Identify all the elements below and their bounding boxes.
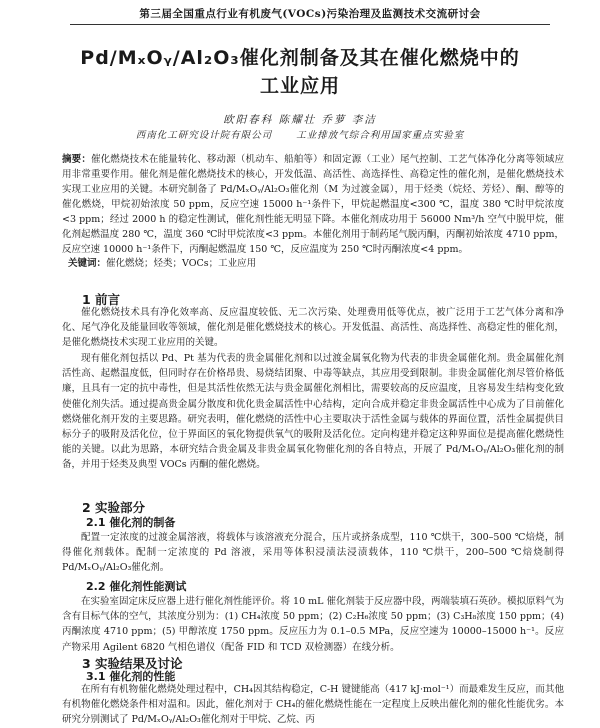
abstract: [62, 152, 564, 257]
running-header: 第三届全国重点行业有机废气(VOCs)污染治理及监测技术交流研讨会: [70, 6, 550, 25]
section-1-heading: 1 前言: [82, 292, 121, 307]
paper-title: [30, 44, 570, 100]
paper-title-line-2: 工业应用: [259, 75, 340, 97]
section-3-1-heading: 3.1 催化剂的性能: [86, 670, 176, 683]
keywords-label: 关键词：: [68, 258, 107, 269]
section-3-heading: 3 实验结果及讨论: [82, 656, 183, 671]
section-2-heading: 2 实验部分: [82, 500, 146, 515]
section-2-1-heading: 2.1 催化剂的制备: [86, 516, 176, 529]
affiliation-1: 西南化工研究设计院有限公司: [135, 130, 273, 141]
section-2-2-paragraph: 在实验室固定床反应器上进行催化剂性能评价。将 10 mL 催化剂装于反应器中段，两端装填石英砂。模拟原料气为含有目标气体的空气，其浓度分别为：(1) CH₄浓度 50 ppm；(2) C₂H₆浓度 50 ppm；(3) C₃H₈浓度 150 ppm；(4) 丙酮浓度 4710 ppm；(5) 甲醇浓度 1750 ppm。反应压力为 0.1–0.5 MPa，反应空速为 10000–15000 h⁻¹。反应产物采用 Agilent 6820 气相色谱仪（配备 FID 和 TCD 双检测器）在线分析。: [62, 596, 564, 653]
section-1-paragraph-2: 现有催化剂包括以 Pd、Pt 基为代表的贵金属催化剂和以过渡金属氧化物为代表的非贵金属催化剂。贵金属催化剂活性高、起燃温度低，但同时存在价格昂贵、易烧结团聚、中毒等缺点，其应用受到限制。非贵金属催化剂尽管价格低廉，且具有一定的抗中毒性，但是其活性依然无法与贵金属催化剂相比，需要较高的反应温度，且容易发生结构变化致使催化剂失活。通过提高贵金属分散度和优化贵金属活性中心结构，定向合成并稳定非贵金属活性中心成为了目前催化燃烧催化剂开发的主要思路。研究表明，催化燃烧的活性中心主要取决于活性金属与载体的界面位置，活性金属提供目标分子的吸附及活化位，位于界面区的氧化物提供氧气的吸附及活化位。定向构建并稳定这种界面位是提高催化燃烧性能的关键。以此为思路，本研究结合贵金属及非贵金属氧化物催化剂的各自特点，开展了 Pd/MₓOᵧ/Al₂O₃催化剂的制备，并用于烃类及典型 VOCs 丙酮的催化燃烧。: [62, 353, 564, 471]
abstract-label: 摘要：: [62, 154, 91, 165]
paper-affiliations: [30, 127, 570, 141]
paper-authors: 欧阳春科 陈耀壮 乔萝 李洁: [223, 114, 377, 126]
section-2-2-heading: 2.2 催化剂性能测试: [86, 580, 187, 593]
keywords: [68, 256, 564, 271]
keywords-text: 催化燃烧；烃类；VOCs；工业应用: [106, 258, 257, 269]
section-1-paragraph-1: 催化燃烧技术具有净化效率高、反应温度较低、无二次污染、处理费用低等优点，被广泛用于工艺气体分离和净化、尾气净化及能量回收等领域，催化剂是催化燃烧技术的核心。开发低温、高活性、高选择性、高稳定性的催化剂，是催化燃烧技术实现工业应用的关键。: [62, 307, 564, 349]
paper-title-line-1: Pd/MₓOᵧ/Al₂O₃催化剂制备及其在催化燃烧中的: [80, 47, 520, 69]
affiliation-2: 工业排放气综合利用国家重点实验室: [296, 130, 465, 141]
abstract-text: 催化燃烧技术在能量转化、移动源（机动车、船舶等）和固定源（工业）尾气控制、工艺气体净化分离等领域应用非常重要作用。催化剂是催化燃烧技术的核心，开发低温、高活性、高选择性、高稳定性的催化剂，是催化燃烧技术实现工业应用的关键。本研究制备了 Pd/MₓOᵧ/Al₂O₃催化剂（M 为过渡金属），用于烃类（烷烃、芳烃）、酮、醇等的催化燃烧，甲烷初始浓度 50 ppm，反应空速 15000 h⁻¹条件下，甲烷起燃温度<300 ℃，温度 380 ℃时甲烷浓度<3 ppm；经过 2000 h 的稳定性测试，催化剂性能无明显下降。本催化剂成功用于 56000 Nm³/h 空气中脱甲烷，催化剂起燃温度 280 ℃，温度 360 ℃时甲烷浓度<3 ppm。本催化剂用于制药尾气脱丙酮，丙酮初始浓度 4710 ppm，反应空速 10000 h⁻¹条件下，丙酮起燃温度 150 ℃，反应温度为 250 ℃时丙酮浓度<4 ppm。: [62, 154, 564, 255]
section-3-1-paragraph: 在所有有机物催化燃烧处理过程中，CH₄因其结构稳定，C-H 键键能高（417 kJ·mol⁻¹）而最难发生反应，而其他有机物催化燃烧条件相对温和。因此，催化剂对于 CH₄的催化燃烧性能在一定程度上反映出催化剂的催化性能优劣。本研究分别测试了 Pd/MₓOᵧ/Al₂O₃催化剂对于甲烷、乙烷、丙: [62, 684, 564, 726]
section-2-1-paragraph: 配置一定浓度的过渡金属溶液，将载体与该溶液充分混合，压片或挤条成型，110 ℃烘干，300–500 ℃焙烧，制得催化剂载体。配制一定浓度的 Pd 溶液，采用等体积浸渍法浸渍载体，110 ℃烘干，200–500 ℃焙烧制得 Pd/MₓOᵧ/Al₂O₃催化剂。: [62, 532, 564, 574]
